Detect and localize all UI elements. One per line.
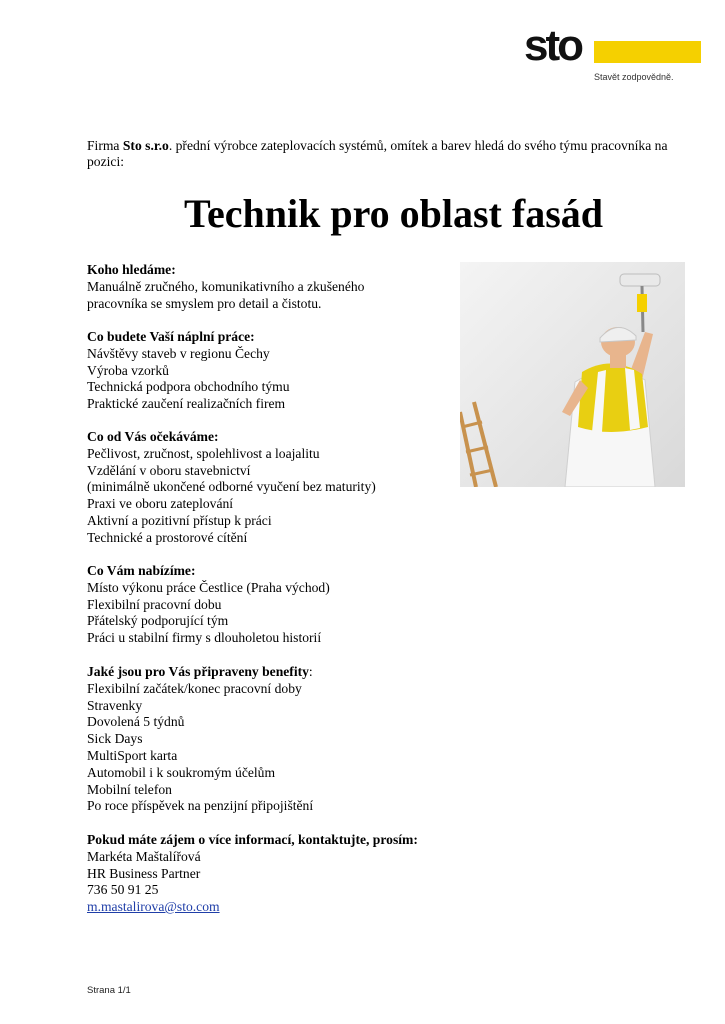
contact-email-link[interactable]: m.mastalirova@sto.com: [87, 899, 220, 915]
list-item: Přátelský podporující tým: [87, 613, 229, 629]
intro-paragraph: [87, 138, 707, 170]
section-kontakt: [87, 832, 537, 916]
list-item: Po roce příspěvek na penzijní připojištění: [87, 798, 314, 814]
section-heading: Jaké jsou pro Vás připraveny benefity: [87, 664, 309, 679]
list-item: Flexibilní pracovní dobu: [87, 596, 222, 612]
list-item: Technické a prostorové cítění: [87, 529, 248, 545]
list-item: Technická podpora obchodního týmu: [87, 379, 290, 395]
section-heading: Koho hledáme:: [87, 262, 176, 277]
list-item: Dovolená 5 týdnů: [87, 714, 185, 730]
sto-logo: [524, 21, 704, 90]
list-item: (minimálně ukončené odborné vyučení bez maturity): [87, 479, 376, 495]
section-koho-hledame: [87, 262, 487, 312]
list-item: Praktické zaučení realizačních firem: [87, 396, 286, 412]
intro-company: Sto s.r.o: [122, 138, 169, 153]
job-title: Technik pro oblast fasád: [183, 191, 604, 236]
painter-photo: [460, 262, 685, 487]
contact-phone: 736 50 91 25: [87, 882, 159, 898]
list-item: Návštěvy staveb v regionu Čechy: [87, 345, 270, 361]
intro-suffix: . přední výrobce zateplovacích systémů, omítek a barev hledá do svého týmu pracovníka na pozici:: [87, 138, 668, 169]
section-heading: Pokud máte zájem o více informací, kontaktujte, prosím:: [87, 832, 418, 847]
contact-role: HR Business Partner: [87, 865, 201, 881]
list-item: Vzdělání v oboru stavebnictví: [87, 462, 251, 478]
section-benefity: [87, 664, 487, 815]
heading-colon: :: [308, 664, 313, 679]
list-item: Stravenky: [87, 697, 143, 713]
logo-tagline: Stavět zodpovědně.: [594, 72, 674, 82]
contact-name: Markéta Maštalířová: [87, 848, 201, 864]
list-item: pracovníka se smyslem pro detail a čistotu.: [87, 295, 322, 311]
list-item: Flexibilní začátek/konec pracovní doby: [87, 680, 302, 696]
section-heading-line: [87, 664, 487, 681]
list-item: Výroba vzorků: [87, 362, 169, 378]
list-item: Práci u stabilní firmy s dlouholetou historií: [87, 630, 322, 646]
list-item: Automobil i k soukromým účelům: [87, 764, 276, 780]
list-item: MultiSport karta: [87, 747, 178, 763]
list-item: Praxi ve oboru zateplování: [87, 496, 234, 512]
page-number: Strana 1/1: [87, 985, 131, 996]
list-item: Mobilní telefon: [87, 781, 172, 797]
list-item: Manuálně zručného, komunikativního a zkušeného: [87, 278, 365, 294]
section-nabizime: [87, 563, 487, 647]
section-heading: Co od Vás očekáváme:: [87, 429, 219, 444]
logo-yellow-bar: [594, 41, 701, 63]
section-napln-prace: [87, 329, 487, 413]
list-item: Aktivní a pozitivní přístup k práci: [87, 512, 272, 528]
list-item: Sick Days: [87, 731, 143, 747]
list-item: Místo výkonu práce Čestlice (Praha východ): [87, 579, 330, 595]
section-ocekavame: [87, 429, 487, 547]
intro-prefix: Firma: [87, 138, 123, 153]
logo-wordmark: sto: [524, 21, 581, 70]
list-item: Pečlivost, zručnost, spolehlivost a loajalitu: [87, 445, 320, 461]
section-heading: Co budete Vaší náplní práce:: [87, 329, 255, 344]
section-heading: Co Vám nabízíme:: [87, 563, 196, 578]
